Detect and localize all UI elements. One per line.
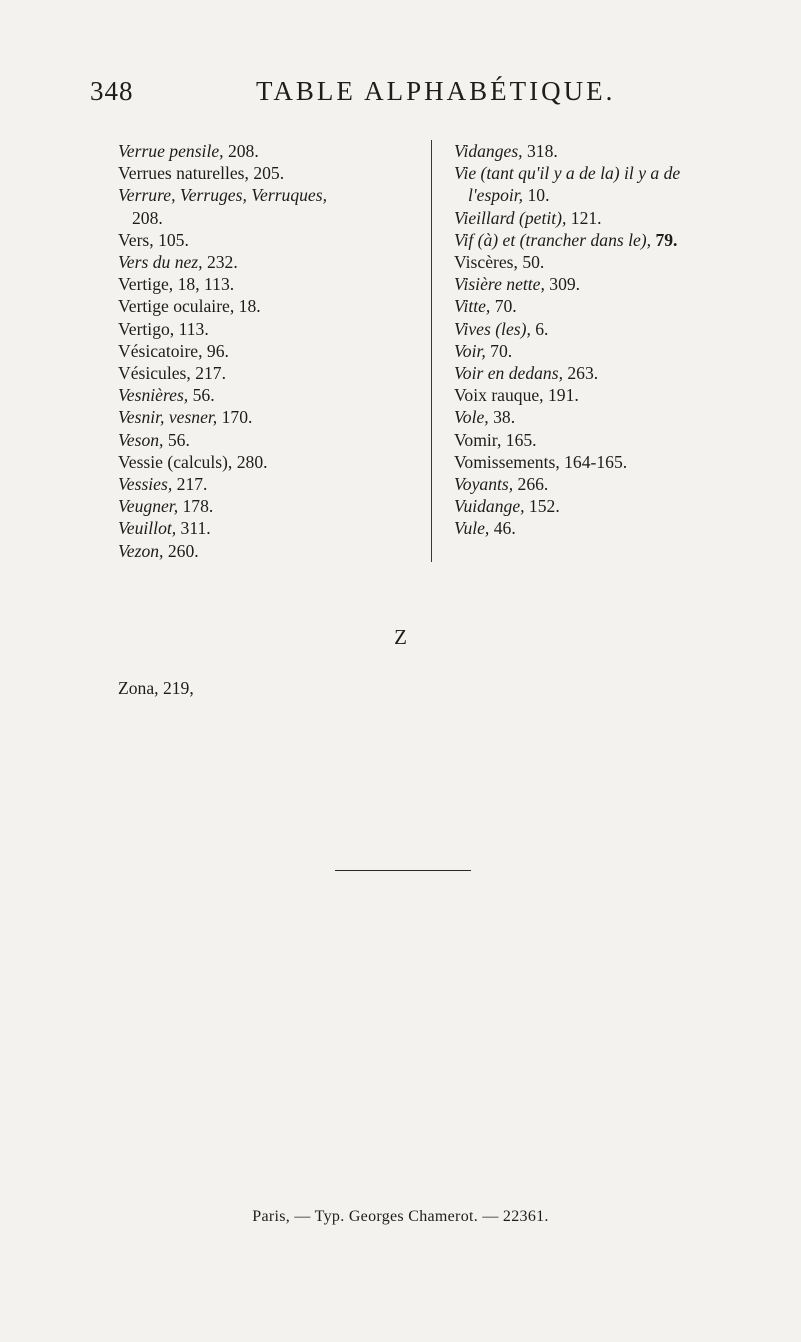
index-entry — [454, 340, 794, 362]
index-entry — [118, 540, 423, 562]
index-column-right — [454, 140, 794, 540]
index-term: Veson, — [118, 429, 164, 450]
index-term: Vessie (calculs), — [118, 451, 233, 472]
index-entry — [454, 384, 794, 406]
index-pages: 208. — [132, 207, 163, 228]
index-term: Vertige, — [118, 274, 174, 295]
index-term: Veugner, — [118, 496, 179, 517]
index-entry — [454, 184, 794, 206]
index-term: Vers du nez, — [118, 252, 203, 273]
index-pages: 6. — [530, 318, 549, 339]
index-pages: 217. — [172, 474, 208, 495]
index-entry — [454, 207, 794, 229]
page-title: TABLE ALPHABÉTIQUE. — [256, 76, 616, 106]
index-entry — [118, 251, 423, 273]
index-pages: 96. — [202, 340, 229, 361]
index-term: Visière nette, — [454, 274, 545, 295]
index-term: Verrues naturelles, — [118, 163, 249, 184]
end-rule — [335, 870, 471, 871]
index-pages: 164-165. — [559, 451, 628, 472]
index-column-left — [118, 140, 423, 562]
index-pages: 38. — [488, 407, 516, 428]
index-pages: 309. — [544, 274, 581, 295]
index-term: Vie (tant qu'il y a de la) il y a de — [454, 163, 681, 184]
index-entry — [118, 207, 423, 229]
index-pages: 260. — [163, 540, 199, 561]
index-term: Verrure, Verruges, Verruques, — [118, 185, 327, 206]
index-term: Voir, — [454, 340, 486, 361]
index-pages: 56. — [188, 385, 215, 406]
index-pages: 70. — [490, 296, 517, 317]
index-term: l'espoir, — [468, 185, 524, 206]
index-entry — [454, 318, 794, 340]
index-entry — [454, 429, 794, 451]
index-pages: 10. — [523, 185, 550, 206]
index-entry — [454, 251, 794, 273]
index-term: Vuidange, — [454, 496, 525, 517]
index-pages: 50. — [517, 252, 545, 273]
index-entry — [118, 473, 423, 495]
index-entry — [118, 140, 423, 162]
index-entry — [454, 451, 794, 473]
index-pages: 311. — [176, 518, 211, 539]
index-term: Vesnir, vesner, — [118, 407, 218, 428]
index-entry — [118, 362, 423, 384]
index-entry — [118, 318, 423, 340]
index-entry — [454, 406, 794, 428]
index-entry — [118, 384, 423, 406]
index-term: Vidanges, — [454, 141, 523, 161]
index-entry — [118, 162, 423, 184]
index-term: Verrue pensile, — [118, 141, 224, 161]
page-header — [0, 76, 801, 116]
index-entry — [454, 162, 794, 184]
index-pages: 18. — [234, 296, 261, 317]
index-pages: 232. — [202, 252, 238, 273]
index-term: Vertige oculaire, — [118, 296, 235, 317]
index-term: Vésicules, — [118, 363, 191, 384]
index-term: Vomissements, — [454, 451, 560, 472]
index-term: Vif (à) et (trancher dans le), — [454, 229, 652, 250]
index-term: Voix rauque, — [454, 385, 544, 406]
index-entry — [118, 229, 423, 251]
index-term: Veuillot, — [118, 518, 177, 539]
printer-imprint: Paris, — Typ. Georges Chamerot. — 22361. — [252, 1208, 549, 1225]
index-entry — [454, 273, 794, 295]
index-term: Voyants, — [454, 474, 514, 495]
index-pages: 217. — [190, 363, 226, 384]
index-entry — [454, 362, 794, 384]
index-pages: 205. — [248, 163, 285, 184]
index-entry — [118, 495, 423, 517]
index-pages: 170. — [217, 407, 253, 428]
index-pages: 121. — [566, 207, 602, 228]
index-term: Vers, — [118, 229, 154, 250]
index-entry-zona: Zona, 219, — [118, 678, 194, 698]
index-entry — [118, 451, 423, 473]
index-term: Vives (les), — [454, 318, 531, 339]
index-entry — [118, 184, 423, 206]
column-divider — [431, 140, 432, 562]
index-term: Vieillard (petit), — [454, 207, 567, 228]
index-term: Vitte, — [454, 296, 491, 317]
index-term: Vésicatoire, — [118, 340, 203, 361]
index-entry — [118, 340, 423, 362]
index-pages: 46. — [489, 518, 516, 539]
index-pages: 18, 113. — [173, 274, 235, 295]
index-term: Vole, — [454, 407, 489, 428]
index-pages: 152. — [524, 496, 560, 517]
index-term: Viscères, — [454, 252, 518, 273]
index-pages: 70. — [485, 340, 513, 361]
index-pages: 208. — [223, 141, 259, 161]
index-entry — [118, 517, 423, 539]
index-pages: 318. — [522, 141, 558, 161]
index-term: Vomir, — [454, 429, 502, 450]
index-entry — [454, 473, 794, 495]
index-pages: 266. — [513, 474, 549, 495]
index-pages: 191. — [543, 385, 579, 406]
index-pages: 56. — [163, 429, 190, 450]
index-entry — [118, 406, 423, 428]
index-term: Vule, — [454, 518, 490, 539]
index-pages: 79. — [651, 229, 678, 250]
index-entry — [118, 295, 423, 317]
index-term: Vessies, — [118, 474, 173, 495]
index-entry — [454, 140, 794, 162]
index-term: Vesnières, — [118, 385, 189, 406]
index-entry — [118, 429, 423, 451]
index-pages: 263. — [562, 363, 599, 384]
index-term: Vertigo, — [118, 318, 175, 339]
index-entry — [454, 229, 794, 251]
index-pages: 165. — [501, 429, 537, 450]
index-entry — [118, 273, 423, 295]
index-pages: 280. — [232, 451, 268, 472]
index-entry — [454, 517, 794, 539]
index-entry — [454, 495, 794, 517]
section-letter-z: Z — [394, 625, 407, 649]
index-entry — [454, 295, 794, 317]
index-pages: 113. — [174, 318, 209, 339]
index-term: Vezon, — [118, 540, 164, 561]
index-term: Voir en dedans, — [454, 363, 563, 384]
index-pages: 178. — [178, 496, 214, 517]
page-number: 348 — [90, 76, 134, 106]
index-pages: 105. — [153, 229, 189, 250]
